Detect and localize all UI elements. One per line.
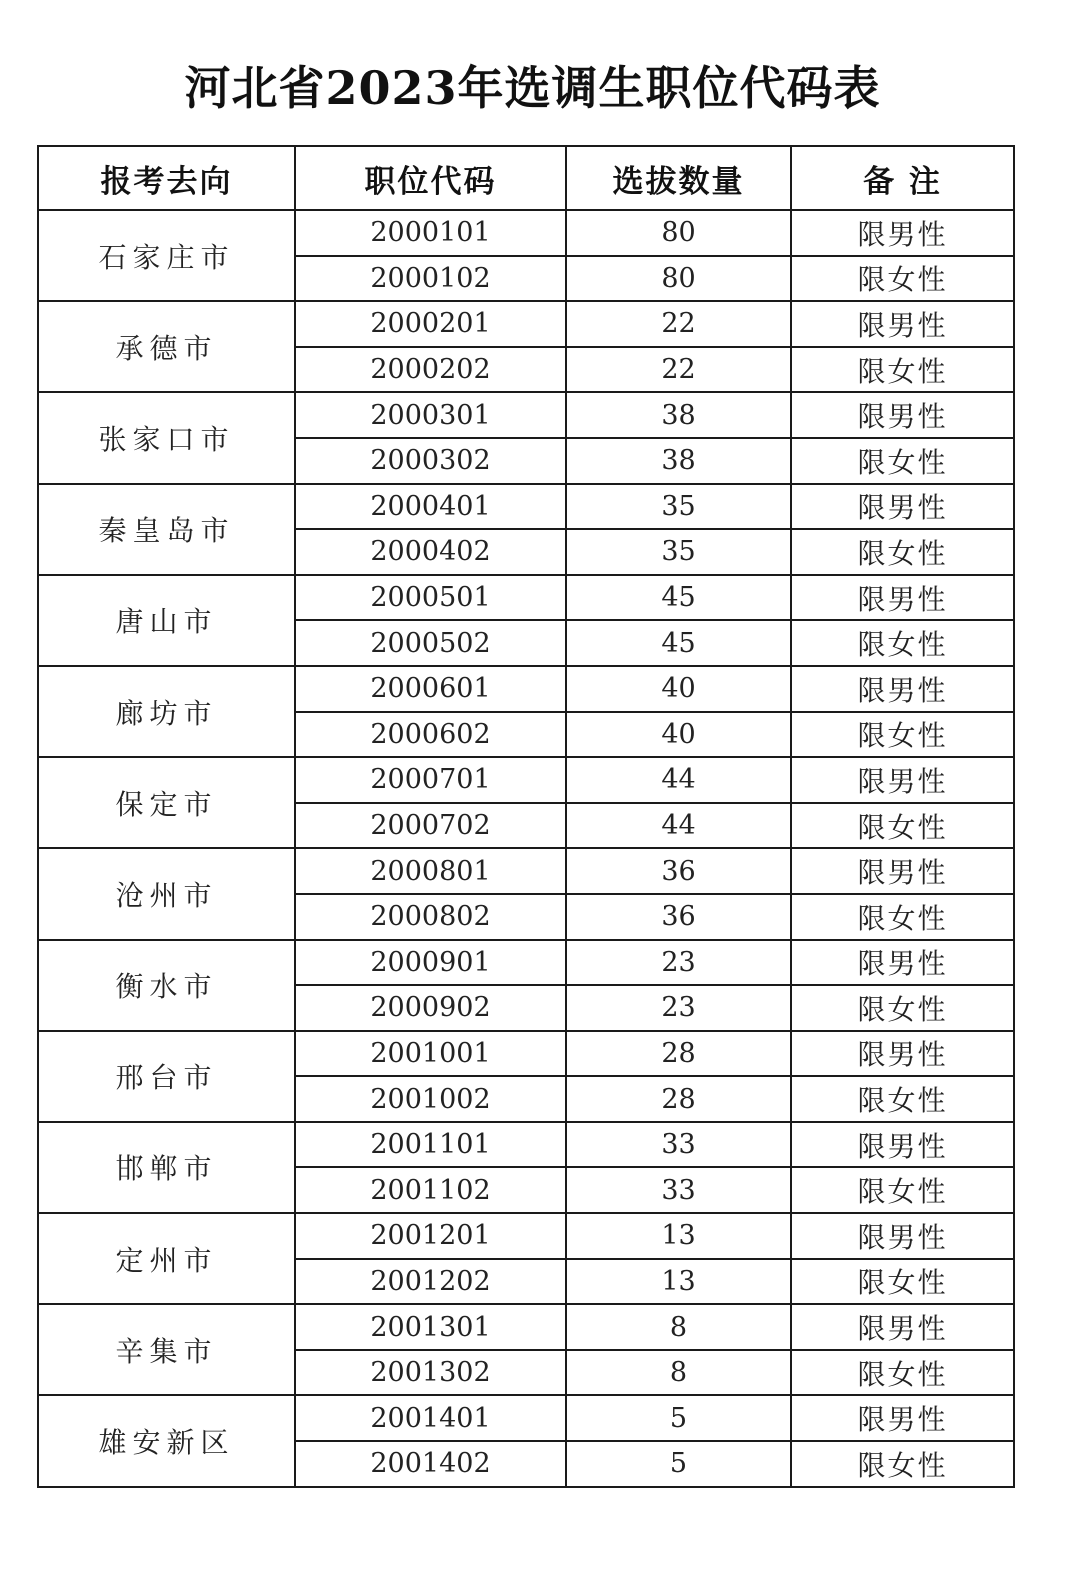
remark-cell: 限男性 (791, 1395, 1014, 1441)
table-row (38, 484, 1014, 530)
position-code-cell: 2000701 (295, 757, 566, 803)
quota-cell: 13 (566, 1259, 791, 1305)
position-code-cell: 2000301 (295, 392, 566, 438)
quota-cell: 36 (566, 894, 791, 940)
remark-cell: 限男性 (791, 301, 1014, 347)
quota-cell: 35 (566, 529, 791, 575)
table-row (38, 1395, 1014, 1441)
remark-cell: 限女性 (791, 712, 1014, 758)
position-code-cell: 2001002 (295, 1076, 566, 1122)
position-code-cell: 2001402 (295, 1441, 566, 1487)
remark-cell: 限男性 (791, 392, 1014, 438)
remark-cell: 限女性 (791, 1350, 1014, 1396)
position-code-cell: 2000302 (295, 438, 566, 484)
table-row (38, 301, 1014, 347)
remark-cell: 限男性 (791, 1031, 1014, 1077)
remark-cell: 限男性 (791, 210, 1014, 256)
remark-cell: 限女性 (791, 529, 1014, 575)
position-code-cell: 2001101 (295, 1122, 566, 1168)
header-destination: 报考去向 (38, 146, 295, 210)
remark-cell: 限女性 (791, 347, 1014, 393)
region-cell: 邯郸市 (38, 1122, 295, 1213)
region-cell: 雄安新区 (38, 1395, 295, 1486)
quota-cell: 40 (566, 666, 791, 712)
table-row (38, 392, 1014, 438)
remark-cell: 限男性 (791, 757, 1014, 803)
quota-cell: 23 (566, 940, 791, 986)
quota-cell: 38 (566, 438, 791, 484)
quota-cell: 28 (566, 1031, 791, 1077)
region-cell: 秦皇岛市 (38, 484, 295, 575)
position-code-cell: 2001102 (295, 1167, 566, 1213)
table-row (38, 1122, 1014, 1168)
quota-cell: 80 (566, 210, 791, 256)
quota-cell: 5 (566, 1395, 791, 1441)
region-cell: 承德市 (38, 301, 295, 392)
quota-cell: 13 (566, 1213, 791, 1259)
position-code-cell: 2000102 (295, 256, 566, 302)
quota-cell: 38 (566, 392, 791, 438)
remark-cell: 限女性 (791, 438, 1014, 484)
quota-cell: 33 (566, 1167, 791, 1213)
region-cell: 唐山市 (38, 575, 295, 666)
region-cell: 廊坊市 (38, 666, 295, 757)
position-code-cell: 2001301 (295, 1304, 566, 1350)
position-code-cell: 2001202 (295, 1259, 566, 1305)
header-quota: 选拔数量 (566, 146, 791, 210)
quota-cell: 45 (566, 575, 791, 621)
remark-cell: 限男性 (791, 848, 1014, 894)
position-code-cell: 2000901 (295, 940, 566, 986)
position-code-cell: 2001401 (295, 1395, 566, 1441)
table-body (38, 210, 1014, 1487)
table-row (38, 1304, 1014, 1350)
position-code-cell: 2001302 (295, 1350, 566, 1396)
position-code-cell: 2000401 (295, 484, 566, 530)
position-code-cell: 2000202 (295, 347, 566, 393)
quota-cell: 33 (566, 1122, 791, 1168)
position-code-table (37, 145, 1015, 1488)
position-code-cell: 2000601 (295, 666, 566, 712)
remark-cell: 限男性 (791, 484, 1014, 530)
position-code-cell: 2001001 (295, 1031, 566, 1077)
region-cell: 保定市 (38, 757, 295, 848)
quota-cell: 44 (566, 803, 791, 849)
remark-cell: 限女性 (791, 1259, 1014, 1305)
remark-cell: 限女性 (791, 985, 1014, 1031)
quota-cell: 80 (566, 256, 791, 302)
position-code-cell: 2000902 (295, 985, 566, 1031)
region-cell: 衡水市 (38, 940, 295, 1031)
region-cell: 张家口市 (38, 392, 295, 483)
position-code-cell: 2000101 (295, 210, 566, 256)
remark-cell: 限男性 (791, 666, 1014, 712)
quota-cell: 22 (566, 301, 791, 347)
table-row (38, 757, 1014, 803)
table-row (38, 666, 1014, 712)
region-cell: 辛集市 (38, 1304, 295, 1395)
position-code-cell: 2000802 (295, 894, 566, 940)
position-code-cell: 2000201 (295, 301, 566, 347)
quota-cell: 22 (566, 347, 791, 393)
remark-cell: 限女性 (791, 1441, 1014, 1487)
quota-cell: 5 (566, 1441, 791, 1487)
region-cell: 沧州市 (38, 848, 295, 939)
remark-cell: 限男性 (791, 1304, 1014, 1350)
quota-cell: 45 (566, 620, 791, 666)
position-code-cell: 2000602 (295, 712, 566, 758)
table-row (38, 848, 1014, 894)
quota-cell: 35 (566, 484, 791, 530)
region-cell: 定州市 (38, 1213, 295, 1304)
remark-cell: 限女性 (791, 1167, 1014, 1213)
remark-cell: 限女性 (791, 256, 1014, 302)
quota-cell: 23 (566, 985, 791, 1031)
remark-cell: 限女性 (791, 894, 1014, 940)
quota-cell: 8 (566, 1350, 791, 1396)
position-code-cell: 2000501 (295, 575, 566, 621)
remark-cell: 限男性 (791, 1122, 1014, 1168)
quota-cell: 44 (566, 757, 791, 803)
remark-cell: 限男性 (791, 575, 1014, 621)
position-code-cell: 2000502 (295, 620, 566, 666)
position-code-cell: 2000402 (295, 529, 566, 575)
table-row (38, 940, 1014, 986)
remark-cell: 限女性 (791, 620, 1014, 666)
table-row (38, 1213, 1014, 1259)
quota-cell: 36 (566, 848, 791, 894)
table-header-row (38, 146, 1014, 210)
table-row (38, 1031, 1014, 1077)
quota-cell: 28 (566, 1076, 791, 1122)
page-title: 河北省2023年选调生职位代码表 (184, 61, 881, 115)
remark-cell: 限女性 (791, 803, 1014, 849)
remark-cell: 限男性 (791, 940, 1014, 986)
header-position-code: 职位代码 (295, 146, 566, 210)
position-code-cell: 2001201 (295, 1213, 566, 1259)
position-code-cell: 2000801 (295, 848, 566, 894)
table-row (38, 210, 1014, 256)
remark-cell: 限女性 (791, 1076, 1014, 1122)
remark-cell: 限男性 (791, 1213, 1014, 1259)
quota-cell: 8 (566, 1304, 791, 1350)
table-row (38, 575, 1014, 621)
quota-cell: 40 (566, 712, 791, 758)
region-cell: 邢台市 (38, 1031, 295, 1122)
header-remarks: 备 注 (791, 146, 1014, 210)
position-code-cell: 2000702 (295, 803, 566, 849)
region-cell: 石家庄市 (38, 210, 295, 301)
